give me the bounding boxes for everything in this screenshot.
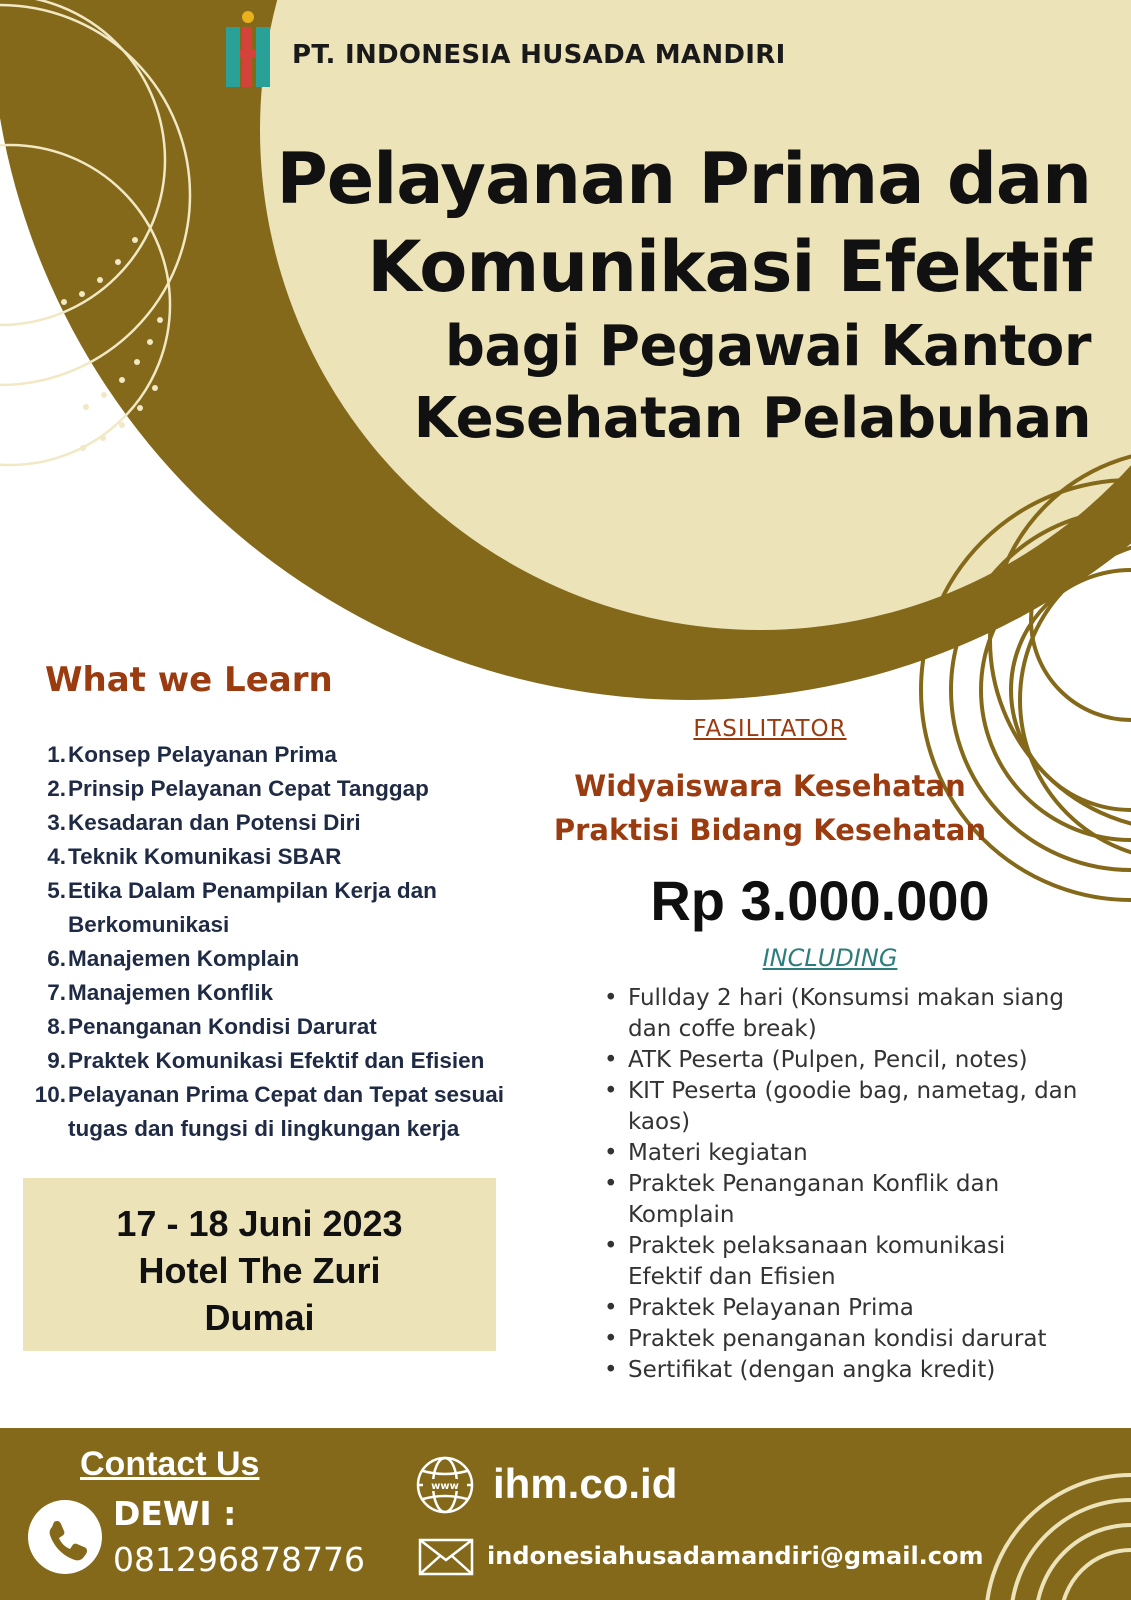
list-item: [30, 806, 560, 840]
item-text: KIT Peserta (goodie bag, nametag, dan kaos): [628, 1078, 1078, 1135]
list-item: [30, 1078, 560, 1146]
item-text: ATK Peserta (Pulpen, Pencil, notes): [628, 1047, 1028, 1073]
item-number: 8.: [47, 1014, 66, 1039]
title-line-2: Komunikasi Efektif: [367, 226, 1091, 308]
item-text: Materi kegiatan: [628, 1140, 808, 1166]
including-list: [600, 983, 1080, 1386]
contact-phone[interactable]: 081296878776: [113, 1540, 365, 1579]
event-info-box: [23, 1178, 496, 1351]
company-name: PT. INDONESIA HUSADA MANDIRI: [292, 40, 786, 70]
title-line-4: Kesehatan Pelabuhan: [413, 386, 1091, 451]
list-item: [600, 1138, 1080, 1169]
title-line-3: bagi Pegawai Kantor: [444, 314, 1091, 379]
item-text: Prinsip Pelayanan Cepat Tanggap: [68, 776, 429, 801]
bullet-icon: •: [604, 1326, 618, 1352]
list-item: [600, 983, 1080, 1045]
item-text: Konsep Pelayanan Prima: [68, 742, 337, 767]
bullet-icon: •: [604, 1047, 618, 1073]
globe-www-icon: [415, 1455, 475, 1515]
item-number: 9.: [47, 1048, 66, 1073]
list-item: [30, 976, 560, 1010]
bullet-icon: •: [604, 985, 618, 1011]
including-heading: INCLUDING: [762, 944, 898, 972]
learn-list: [30, 738, 560, 1146]
item-text: Praktek pelaksanaan komunikasi Efektif dan Efisien: [628, 1233, 1006, 1290]
item-text: Praktek Penanganan Konflik dan Komplain: [628, 1171, 1000, 1228]
item-number: 3.: [47, 810, 66, 835]
item-number: 2.: [47, 776, 66, 801]
item-text: Praktek Pelayanan Prima: [628, 1295, 914, 1321]
list-item: [30, 1044, 560, 1078]
item-number: 4.: [47, 844, 66, 869]
event-venue: Hotel The Zuri: [138, 1250, 381, 1291]
list-item: [600, 1076, 1080, 1138]
list-item: [30, 840, 560, 874]
event-city: Dumai: [204, 1297, 315, 1338]
price: Rp 3.000.000: [650, 869, 990, 932]
item-text: Manajemen Komplain: [68, 946, 300, 971]
list-item: [30, 942, 560, 976]
bullet-icon: •: [604, 1295, 618, 1321]
item-number: 10.: [34, 1082, 66, 1107]
page-title: [276, 135, 1091, 455]
ihm-logo-icon: [224, 10, 274, 90]
item-text: Praktek penanganan kondisi darurat: [628, 1326, 1047, 1352]
list-item: [600, 1293, 1080, 1324]
bullet-icon: •: [604, 1140, 618, 1166]
list-item: [30, 738, 560, 772]
bullet-icon: •: [604, 1171, 618, 1197]
envelope-icon: [418, 1538, 474, 1576]
list-item: [30, 874, 560, 942]
list-item: [600, 1045, 1080, 1076]
contact-us-heading: Contact Us: [80, 1445, 260, 1483]
phone-icon[interactable]: [28, 1500, 102, 1574]
list-item: [600, 1324, 1080, 1355]
item-text: Kesadaran dan Potensi Diri: [68, 810, 361, 835]
contact-name: DEWI :: [113, 1494, 237, 1533]
item-text: Sertifikat (dengan angka kredit): [628, 1357, 996, 1383]
bullet-icon: •: [604, 1357, 618, 1383]
item-text: Etika Dalam Penampilan Kerja dan Berkomunikasi: [68, 878, 437, 937]
bullet-icon: •: [604, 1233, 618, 1259]
item-text: Fullday 2 hari (Konsumsi makan siang dan coffe break): [628, 985, 1064, 1042]
svg-text:www: www: [431, 1481, 459, 1492]
title-line-1: Pelayanan Prima dan: [276, 138, 1091, 220]
list-item: [600, 1169, 1080, 1231]
item-number: 6.: [47, 946, 66, 971]
facilitator-names: [540, 764, 1000, 852]
what-we-learn-heading: What we Learn: [45, 660, 333, 700]
bullet-icon: •: [604, 1078, 618, 1104]
item-text: Pelayanan Prima Cepat dan Tepat sesuai tugas dan fungsi di lingkungan kerja: [68, 1082, 505, 1141]
item-number: 1.: [47, 742, 66, 767]
website-link[interactable]: ihm.co.id: [493, 1460, 678, 1507]
item-text: Teknik Komunikasi SBAR: [68, 844, 342, 869]
list-item: [30, 772, 560, 806]
facilitator-line-2: Praktisi Bidang Kesehatan: [553, 813, 987, 847]
item-text: Praktek Komunikasi Efektif dan Efisien: [68, 1048, 485, 1073]
list-item: [30, 1010, 560, 1044]
item-text: Manajemen Konflik: [68, 980, 274, 1005]
facilitator-line-1: Widyaiswara Kesehatan: [574, 769, 966, 803]
email-link[interactable]: indonesiahusadamandiri@gmail.com: [487, 1542, 984, 1570]
item-text: Penanganan Kondisi Darurat: [68, 1014, 377, 1039]
list-item: [600, 1355, 1080, 1386]
list-item: [600, 1231, 1080, 1293]
item-number: 7.: [47, 980, 66, 1005]
facilitator-heading: FASILITATOR: [693, 716, 847, 742]
event-date: 17 - 18 Juni 2023: [116, 1203, 403, 1244]
item-number: 5.: [47, 878, 66, 903]
